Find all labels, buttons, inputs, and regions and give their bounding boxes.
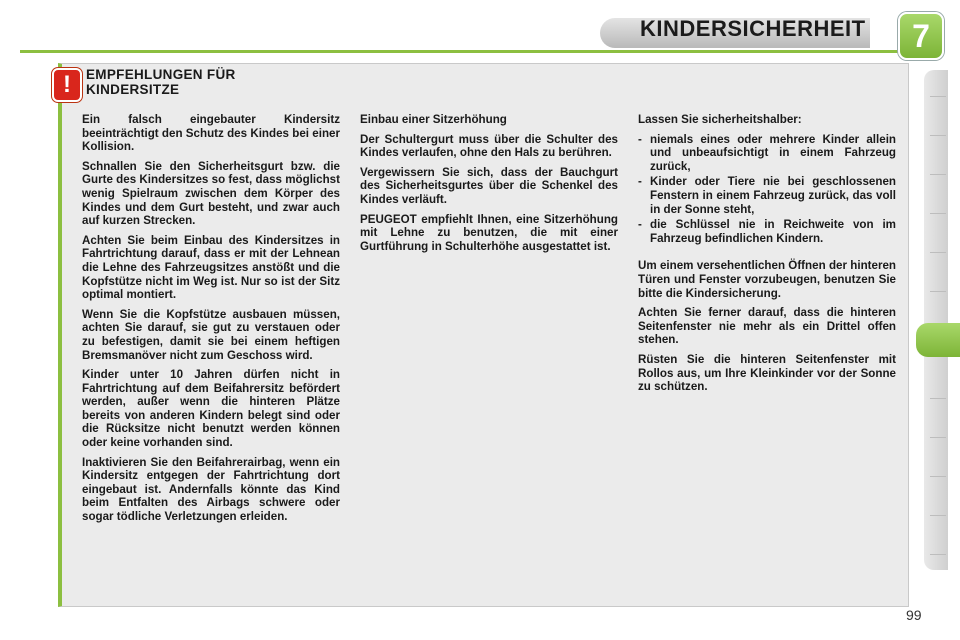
paragraph: Vergewissern Sie sich, dass der Bauchgurt des Sicherheitsgurtes über die Schenkel des Kindes verläuft. <box>360 165 618 206</box>
text-column-left <box>82 113 340 530</box>
list-item: - niemals eines oder mehrere Kinder allein und unbeaufsichtigt in einem Fahrzeug zurück, <box>638 133 896 174</box>
subsection-heading: Einbau einer Sitzerhöhung <box>360 113 507 126</box>
text-run: Schnallen Sie den Sicherheitsgurt bzw. die Gurte des Kindersitzes so fest, dass <box>82 159 340 187</box>
paragraph: Ein falsch eingebauter Kindersitz beeinträchtigt den Schutz des Kindes bei einer Kollision. <box>82 113 340 154</box>
list-item: - Kinder oder Tiere nie bei geschlossenen Fenstern in einem Fahrzeug zurück, das voll in der Sonne steht, <box>638 175 896 216</box>
paragraph: PEUGEOT empfiehlt Ihnen, eine Sitzerhöhung mit Lehne zu benutzen, die mit einer Gurtführung in Schulterhöhe ausgestattet ist. <box>360 212 618 253</box>
thumb-index-divider <box>930 213 946 214</box>
thumb-index-divider <box>930 476 946 477</box>
thumb-index-divider <box>930 96 946 97</box>
paragraph: Wenn Sie die Kopfstütze ausbauen müssen, achten Sie darauf, sie gut zu verstauen oder zu befestigen, damit sie bei einem heftigen Bremsmanöver nicht zum Geschoss wird. <box>82 307 340 362</box>
thumb-index-divider <box>930 174 946 175</box>
chapter-number-badge: 7 <box>898 12 944 60</box>
page-title: KINDERSICHERHEIT <box>640 16 866 41</box>
thumb-index-divider <box>930 515 946 516</box>
thumb-index-divider <box>930 252 946 253</box>
thumb-index-divider <box>930 437 946 438</box>
paragraph: Kinder unter 10 Jahren dürfen nicht in Fahrtrichtung auf dem Beifahrersitz befördert werden, außer wenn die hinteren Plätze bereits von anderen Kindern belegt sind oder die Rücksitze nicht benutzt werden können oder keine vorhanden sind. <box>82 368 340 450</box>
paragraph: Lassen Sie sicherheitshalber: <box>638 113 802 126</box>
section-title-line: EMPFEHLUNGEN FÜR <box>86 67 236 82</box>
thumb-index-divider <box>930 398 946 399</box>
section-title-line: KINDERSITZE <box>86 82 180 97</box>
section-title <box>86 67 236 97</box>
thumb-index-active-tab <box>916 323 960 357</box>
page-number: 99 <box>906 607 922 623</box>
header-divider <box>20 50 900 53</box>
thumb-index-divider <box>930 291 946 292</box>
paragraph <box>82 160 340 228</box>
emphasis-text: möglichst wenig Spielraum <box>82 173 340 200</box>
text-column-middle <box>360 113 618 259</box>
text-column-right <box>638 113 896 400</box>
warning-icon: ! <box>52 68 82 102</box>
paragraph: Achten Sie ferner darauf, dass die hinteren Seitenfenster nie mehr als ein Drittel offen stehen. <box>638 306 896 347</box>
safety-list <box>638 133 896 246</box>
paragraph: Rüsten Sie die hinteren Seitenfenster mit Rollos aus, um Ihre Kleinkinder vor der Sonne zu schützen. <box>638 352 896 394</box>
thumb-index-divider <box>930 554 946 555</box>
chapter-thumb-index <box>924 70 948 570</box>
paragraph: Inaktivieren Sie den Beifahrerairbag, wenn ein Kindersitz entgegen der Fahrtrichtung dort eingebaut ist. Andernfalls könnte das Kind beim Entfalten des Airbags schwere oder sogar tödliche Verletzungen erleiden. <box>82 455 340 524</box>
paragraph: Der Schultergurt muss über die Schulter des Kindes verlaufen, ohne den Hals zu berühren. <box>360 132 618 160</box>
list-item: - die Schlüssel nie in Reichweite von im Fahrzeug befindlichen Kindern. <box>638 218 896 245</box>
thumb-index-divider <box>930 135 946 136</box>
text-run: zwischen dem Körper des Kindes und dem Gurt besteht, und zwar auch auf kurzen Strecken. <box>82 186 340 228</box>
paragraph: Achten Sie beim Einbau des Kindersitzes in Fahrtrichtung darauf, dass er mit der Lehnean die Lehne des Fahrzeugsitzes anstößt und die Kopfstütze nicht im Weg ist. Nur so ist der Sitz optimal montiert. <box>82 233 340 302</box>
paragraph: Um einem versehentlichen Öffnen der hinteren Türen und Fenster vorzubeugen, benutzen Sie bitte die Kindersicherung. <box>638 259 896 300</box>
